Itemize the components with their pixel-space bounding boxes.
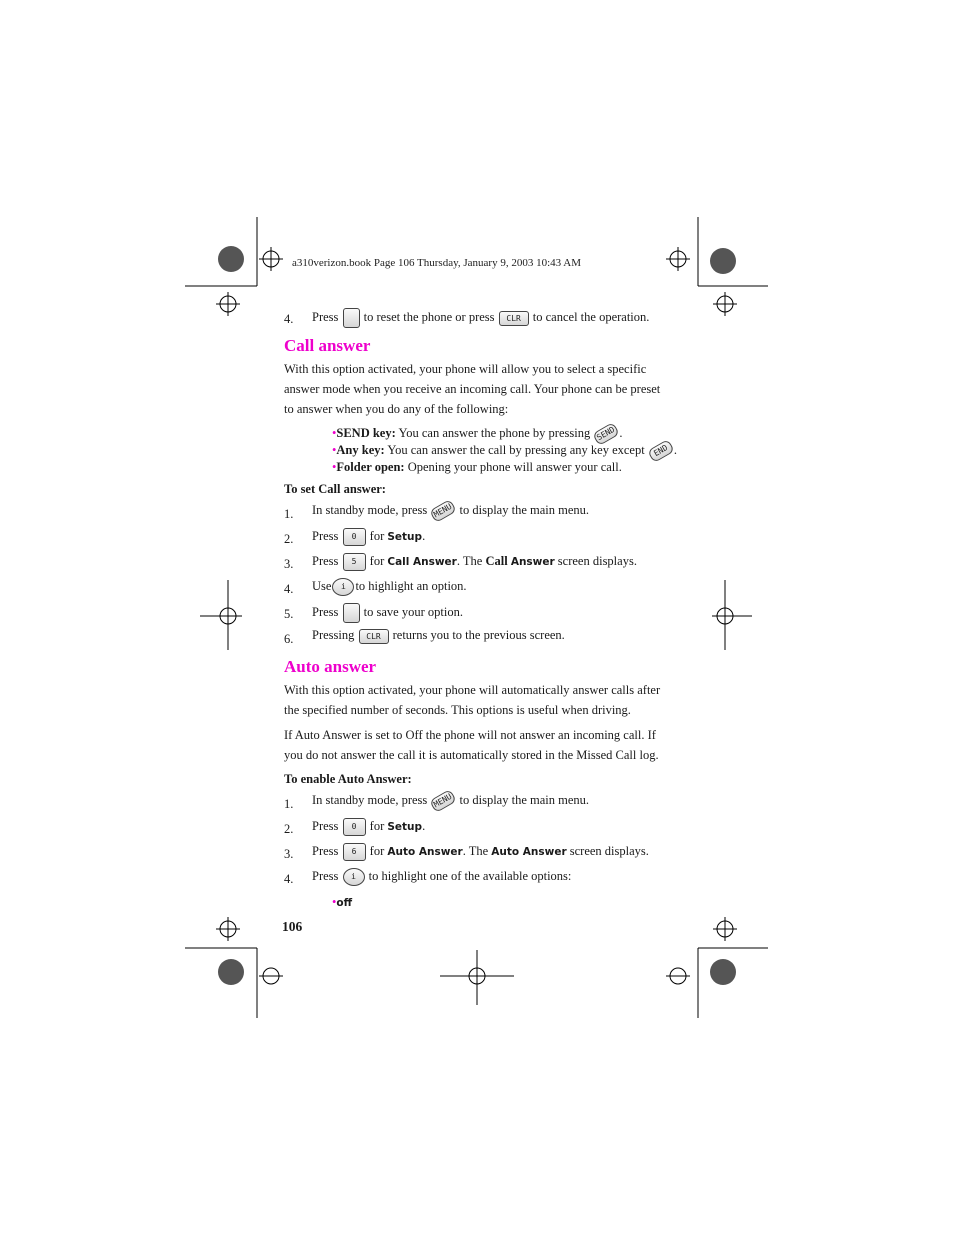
auto-step-4: Press i to highlight one of the available options: (312, 868, 571, 886)
step-number: 4. (284, 312, 294, 326)
procedure-title-auto-answer: To enable Auto Answer: (284, 772, 412, 786)
ok-key-icon (343, 308, 360, 328)
option-off: •off (332, 895, 353, 909)
print-header: a310verizon.book Page 106 Thursday, January 9, 2003 10:43 AM (292, 257, 582, 269)
auto-step-3: Press 6 for Auto Answer. The Auto Answer screen displays. (312, 843, 649, 861)
bullet-folder-open: •Folder open: Opening your phone will answer your call. (332, 460, 622, 474)
call-step-2: Press 0 for Setup. (312, 528, 425, 546)
auto-step-2: Press 0 for Setup. (312, 818, 425, 836)
page-number: 106 (282, 919, 303, 934)
step-number: 2. (284, 822, 294, 836)
step-number: 4. (284, 872, 294, 886)
nav-key-icon: i (332, 578, 354, 596)
auto-step-1: In standby mode, press MENU to display the main menu. (312, 793, 589, 808)
auto-answer-note: If Auto Answer is set to Off the phone will not answer an incoming call. If you do not answer the call it is automatically stored in the Missed Call log. (284, 728, 659, 762)
five-key-icon: 5 (343, 553, 366, 571)
step-number: 2. (284, 532, 294, 546)
step-number: 3. (284, 847, 294, 861)
call-step-3: Press 5 for Call Answer. The Call Answer screen displays. (312, 553, 637, 571)
top-step: Press to reset the phone or press CLR to cancel the operation. (312, 308, 649, 328)
bullet-send-key: •SEND key: You can answer the phone by pressing SEND . (332, 426, 622, 441)
call-step-4: Use i to highlight an option. (312, 578, 467, 596)
step-number: 1. (284, 507, 294, 521)
step-number: 3. (284, 557, 294, 571)
call-answer-intro: With this option activated, your phone will allow you to select a specific answer mode when you receive an incoming call. Your phone can be preset to answer when you do any of the following: (284, 362, 661, 416)
send-key-icon: SEND (592, 422, 620, 446)
step-number: 1. (284, 797, 294, 811)
menu-key-icon: MENU (429, 499, 457, 523)
section-title-auto-answer: Auto answer (284, 657, 377, 676)
zero-key-icon: 0 (343, 528, 366, 546)
end-key-icon: END (647, 439, 675, 463)
menu-key-icon: MENU (429, 789, 457, 813)
call-step-6: Pressing CLR returns you to the previous screen. (312, 628, 565, 642)
step-number: 6. (284, 632, 294, 646)
section-title-call-answer: Call answer (284, 336, 371, 355)
step-number: 4. (284, 582, 294, 596)
step-number: 5. (284, 607, 294, 621)
clr-key-icon: CLR (499, 311, 529, 326)
nav-key-icon: i (343, 868, 365, 886)
call-step-1: In standby mode, press MENU to display the main menu. (312, 503, 589, 518)
clr-key-icon: CLR (359, 629, 389, 644)
call-step-5: Press to save your option. (312, 603, 463, 623)
auto-answer-intro: With this option activated, your phone will automatically answer calls after the specified number of seconds. This options is useful when driving. (284, 683, 661, 717)
six-key-icon: 6 (343, 843, 366, 861)
bullet-any-key: •Any key: You can answer the call by pressing any key except END . (332, 443, 677, 458)
ok-key-icon (343, 603, 360, 623)
procedure-title-call-answer: To set Call answer: (284, 482, 386, 496)
zero-key-icon: 0 (343, 818, 366, 836)
